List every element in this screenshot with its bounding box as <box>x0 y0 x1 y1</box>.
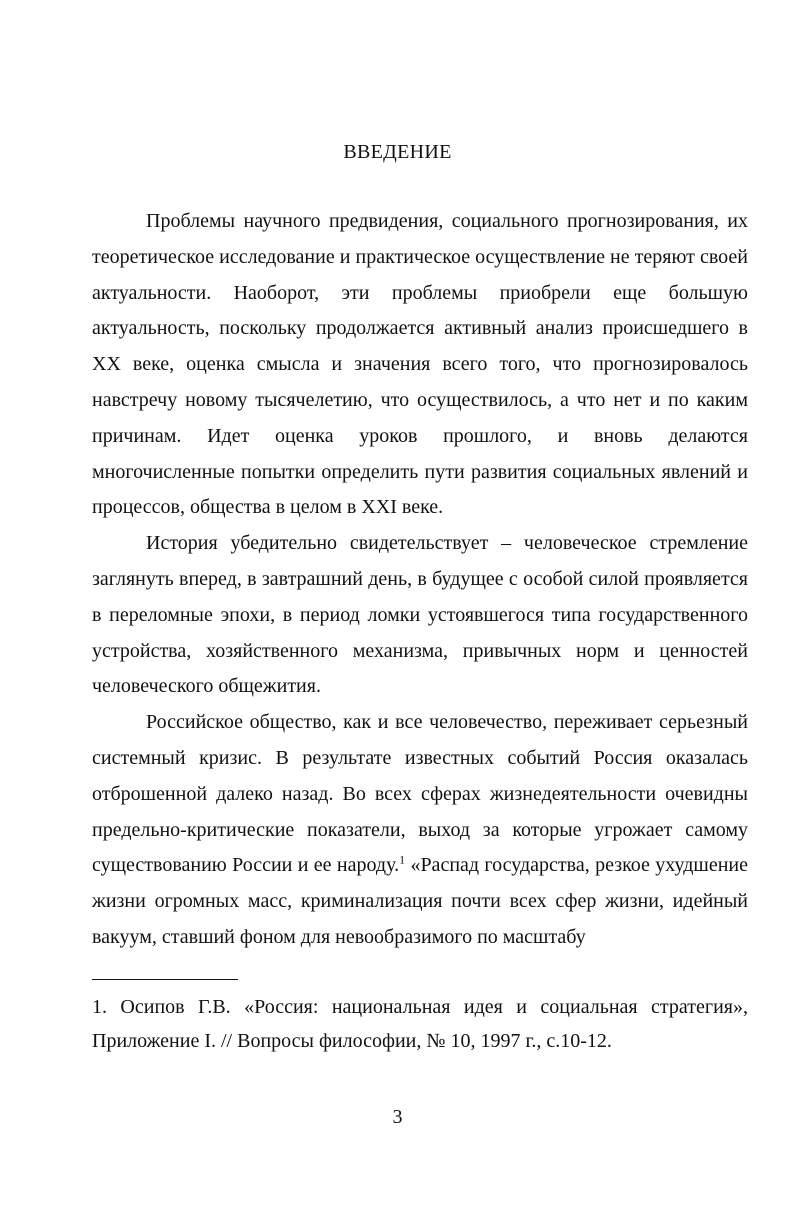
paragraph-3-part-1: Российское общество, как и все человечество, переживает серьезный системный кризис. В результате известных событий Россия оказалась отброшенной далеко назад. Во всех сферах жизнедеятельности очевидны предельно-критические показатели, выход за которые угрожает самому существованию России и ее народу. <box>92 711 748 877</box>
paragraph-2: История убедительно свидетельствует – человеческое стремление заглянуть вперед, в завтрашний день, в будущее с особой силой проявляется в переломные эпохи, в период ломки устоявшегося типа государственного устройства, хозяйственного механизма, привычных норм и ценностей человеческого общежития. <box>92 532 748 698</box>
page-title: ВВЕДЕНИЕ <box>343 141 452 163</box>
footnote-reference: 1 <box>399 852 406 867</box>
paragraph-3-part-2: «Распад государства, резкое ухудшение жизни огромных масс, криминализация почти всех сфер жизни, идейный вакуум, ставший фоном для невообразимого по масштабу <box>92 854 748 948</box>
footnote-text: 1. Осипов Г.В. «Россия: национальная идея и социальная стратегия», Приложение I. // Вопросы философии, № 10, 1997 г., с.10-12. <box>92 996 748 1052</box>
page-number: 3 <box>392 1106 403 1128</box>
footnote-separator <box>92 979 238 980</box>
paragraph-3 <box>92 705 748 956</box>
footnote <box>92 990 748 1058</box>
paragraph-1: Проблемы научного предвидения, социального прогнозирования, их теоретическое исследование и практическое осуществление не теряют своей актуальности. Наоборот, эти проблемы приобрели еще большую актуальность, поскольку продолжается активный анализ происшедшего в XX веке, оценка смысла и значения всего того, что прогнозировалось навстречу новому тысячелетию, что осуществилось, а что нет и по каким причинам. Идет оценка уроков прошлого, и вновь делаются многочисленные попытки определить пути развития социальных явлений и процессов, общества в целом в XXI веке. <box>92 210 748 519</box>
body-text <box>92 204 748 956</box>
